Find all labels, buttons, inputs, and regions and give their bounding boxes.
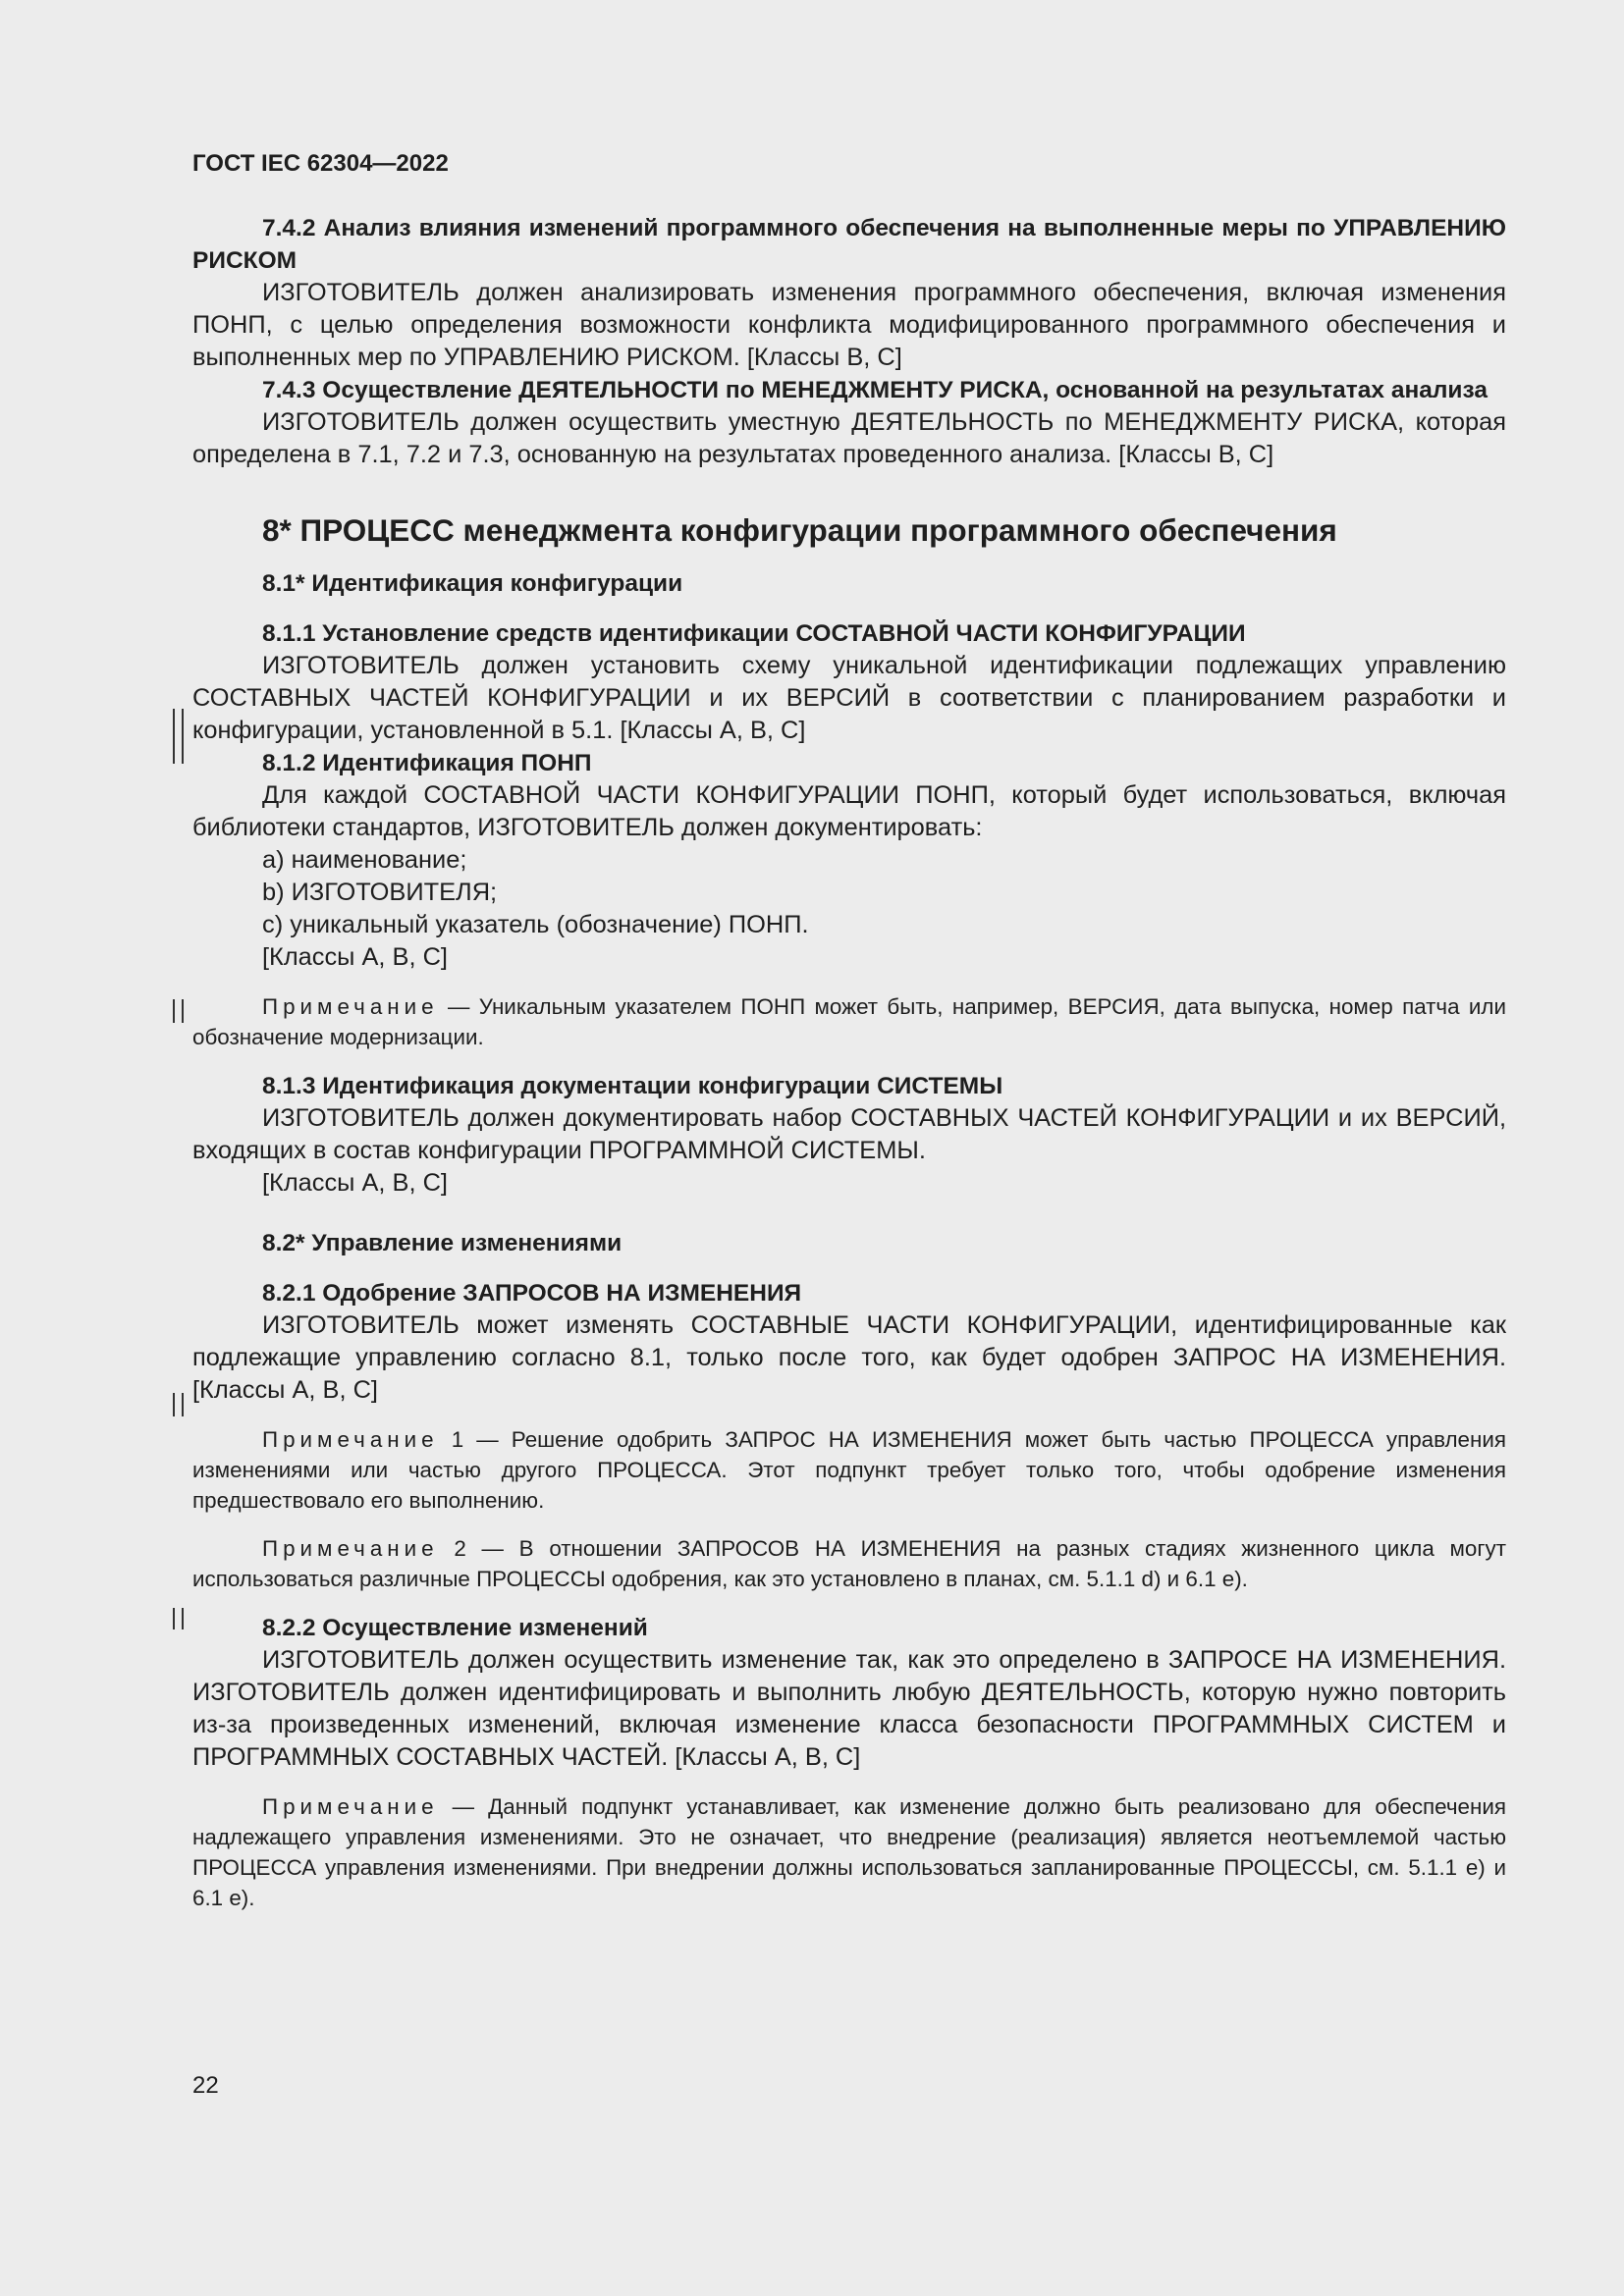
note-label: Примечание (262, 1427, 439, 1452)
note-label: Примечание (262, 994, 439, 1019)
note-text: — Данный подпункт устанавливает, как изменение должно быть реализовано для обеспечения надлежащего управления изменениями. Это не означает, что внедрение (реализация) является неотъемлемой частью ПРОЦЕССА управления изменениями. При внедрении должны использоваться запланированные ПРОЦЕССЫ, см. 5.1.1 е) и 6.1 е). (192, 1794, 1506, 1910)
note-8-2-1-1 (192, 1424, 1506, 1516)
section-8-1-2-classes: [Классы А, В, С] (262, 943, 448, 971)
list-item: a) наименование; (262, 846, 467, 874)
page-number: 22 (192, 2072, 219, 2099)
section-8-1-2-title: 8.1.2 Идентификация ПОНП (262, 750, 592, 776)
section-8-2-1-title: 8.2.1 Одобрение ЗАПРОСОВ НА ИЗМЕНЕНИЯ (262, 1280, 802, 1307)
section-8-1-2-body: Для каждой СОСТАВНОЙ ЧАСТИ КОНФИГУРАЦИИ ПОНП, который будет использоваться, включая библиотеки стандартов, ИЗГОТОВИТЕЛЬ должен документировать: (192, 781, 1506, 841)
note-text: 1 — Решение одобрить ЗАПРОС НА ИЗМЕНЕНИЯ может быть частью ПРОЦЕССА управления изменениями или частью другого ПРОЦЕССА. Этот подпункт требует только того, чтобы одобрение изменения предшествовало его выполнению. (192, 1427, 1506, 1513)
note-text: 2 — В отношении ЗАПРОСОВ НА ИЗМЕНЕНИЯ на разных стадиях жизненного цикла могут использоваться различные ПРОЦЕССЫ одобрения, как это установлено в планах, см. 5.1.1 d) и 6.1 e). (192, 1536, 1506, 1591)
section-8-2-title: 8.2* Управление изменениями (262, 1230, 623, 1256)
note-text: — Уникальным указателем ПОНП может быть, например, ВЕРСИЯ, дата выпуска, номер патча или обозначение модернизации. (192, 994, 1506, 1049)
section-8-title: 8* ПРОЦЕСС менеджмента конфигурации программного обеспечения (262, 512, 1337, 548)
change-bar (173, 1393, 184, 1416)
section-8-2-1-body: ИЗГОТОВИТЕЛЬ может изменять СОСТАВНЫЕ ЧАСТИ КОНФИГУРАЦИИ, идентифицированные как подлежащие управлению согласно 8.1, только после того, как будет одобрен ЗАПРОС НА ИЗМЕНЕНИЯ. [Классы А, В, С] (192, 1311, 1506, 1404)
section-7-4-2-body: ИЗГОТОВИТЕЛЬ должен анализировать изменения программного обеспечения, включая изменения ПОНП, с целью определения возможности конфликта модифицированного программного обеспечения и выполненных мер по УПРАВЛЕНИЮ РИСКОМ. [Классы В, С] (192, 279, 1506, 371)
note-label: Примечание (262, 1536, 439, 1561)
note-8-1-2 (192, 991, 1506, 1052)
section-8-1-3-title: 8.1.3 Идентификация документации конфигурации СИСТЕМЫ (262, 1073, 1003, 1099)
section-7-4-2-title: 7.4.2 Анализ влияния изменений программного обеспечения на выполненные меры по УПРАВЛЕНИЮ РИСКОМ (192, 215, 1506, 274)
section-8-1-title: 8.1* Идентификация конфигурации (262, 570, 683, 597)
change-bar (173, 1608, 184, 1629)
section-8-2-2-title: 8.2.2 Осуществление изменений (262, 1615, 648, 1641)
change-bar (173, 709, 184, 764)
note-8-2-1-2 (192, 1533, 1506, 1594)
document-header: ГОСТ IEC 62304—2022 (192, 150, 449, 177)
section-7-4-3-body: ИЗГОТОВИТЕЛЬ должен осуществить уместную ДЕЯТЕЛЬНОСТЬ по МЕНЕДЖМЕНТУ РИСКА, которая определена в 7.1, 7.2 и 7.3, основанную на результатах проведенного анализа. [Классы В, С] (192, 408, 1506, 468)
note-label: Примечание (262, 1794, 439, 1819)
section-8-1-3-body: ИЗГОТОВИТЕЛЬ должен документировать набор СОСТАВНЫХ ЧАСТЕЙ КОНФИГУРАЦИИ и их ВЕРСИЙ, входящих в состав конфигурации ПРОГРАММНОЙ СИСТЕМЫ. (192, 1104, 1506, 1164)
list-item: c) уникальный указатель (обозначение) ПОНП. (262, 911, 809, 938)
section-8-1-1-title: 8.1.1 Установление средств идентификации СОСТАВНОЙ ЧАСТИ КОНФИГУРАЦИИ (262, 620, 1246, 647)
document-page (192, 147, 1506, 1913)
section-8-1-1-body: ИЗГОТОВИТЕЛЬ должен установить схему уникальной идентификации подлежащих управлению СОСТАВНЫХ ЧАСТЕЙ КОНФИГУРАЦИИ и их ВЕРСИЙ в соответствии с планированием разработки и конфигурации, установленной в 5.1. [Классы А, В, С] (192, 652, 1506, 744)
list-item: b) ИЗГОТОВИТЕЛЯ; (262, 879, 498, 906)
section-7-4-3-title: 7.4.3 Осуществление ДЕЯТЕЛЬНОСТИ по МЕНЕДЖМЕНТУ РИСКА, основанной на результатах анализа (262, 377, 1488, 403)
change-bar (173, 999, 184, 1023)
section-8-1-3-classes: [Классы А, В, С] (262, 1169, 448, 1197)
section-8-2-2-body: ИЗГОТОВИТЕЛЬ должен осуществить изменение так, как это определено в ЗАПРОСЕ НА ИЗМЕНЕНИЯ. ИЗГОТОВИТЕЛЬ должен идентифицировать и выполнить любую ДЕЯТЕЛЬНОСТЬ, которую нужно повторить из-за произведенных изменений, включая изменение класса безопасности ПРОГРАММНЫХ СИСТЕМ и ПРОГРАММНЫХ СОСТАВНЫХ ЧАСТЕЙ. [Классы А, В, С] (192, 1646, 1506, 1771)
note-8-2-2 (192, 1791, 1506, 1913)
